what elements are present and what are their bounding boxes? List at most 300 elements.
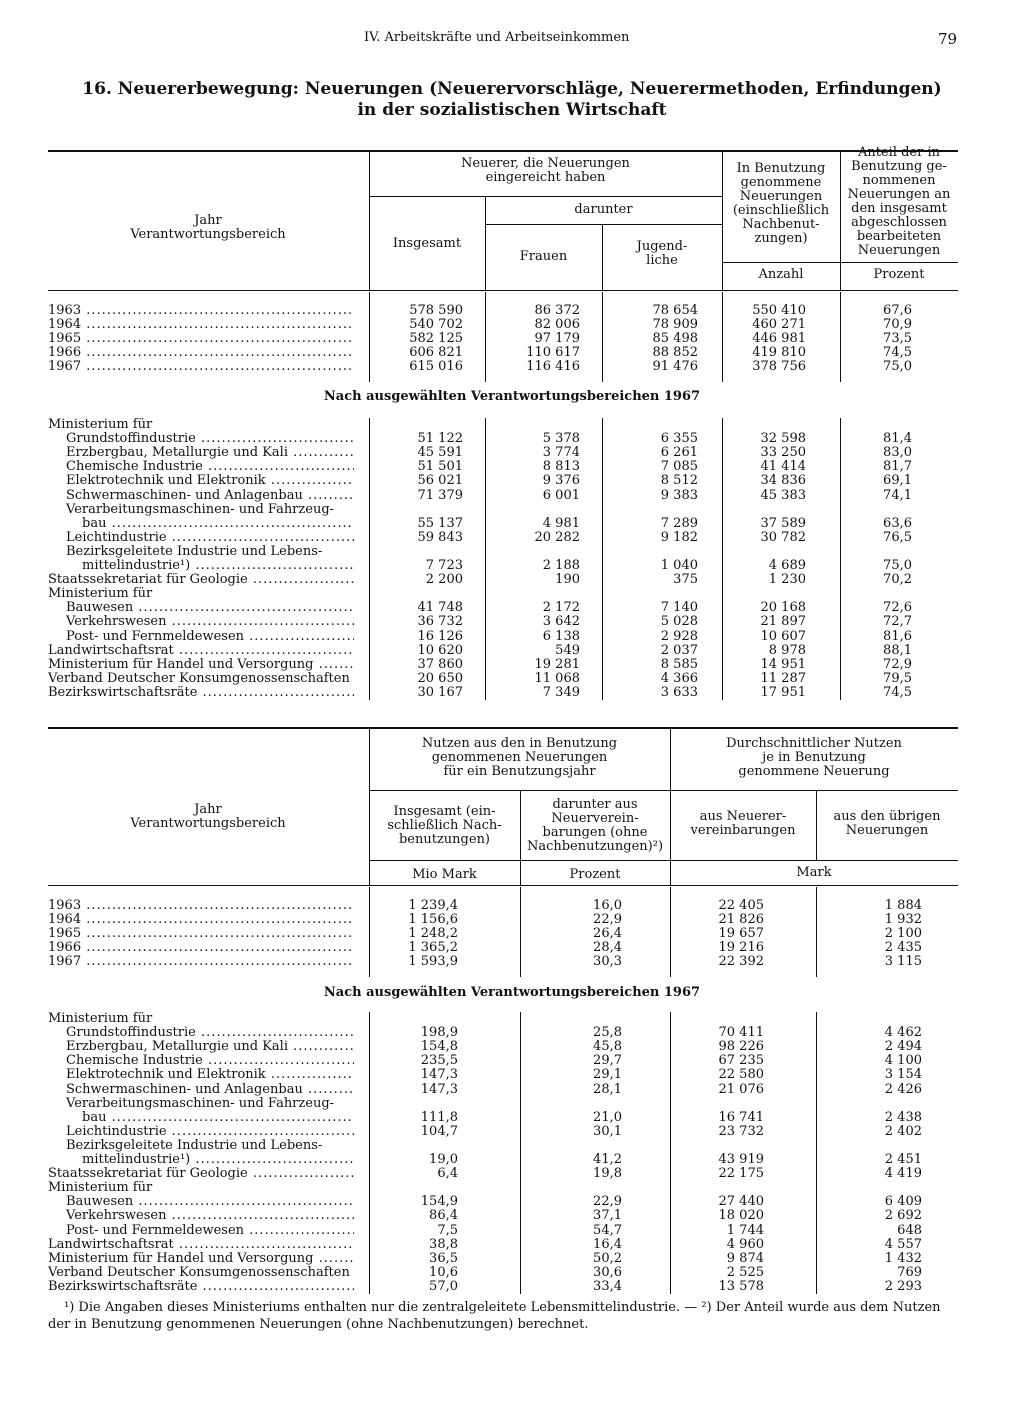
year-label: 1964 ..... <box>48 318 354 332</box>
data-cell: 82 006 <box>534 317 580 333</box>
t2-durchschnitt-header: genommene Neuerung <box>738 764 890 779</box>
data-cell: 10,6 <box>429 1264 458 1280</box>
data-cell: 51 122 <box>417 431 463 447</box>
area-label: Post- und Fernmeldewesen ..... <box>66 630 354 644</box>
t1-anteil-header: den insgesamt <box>851 201 947 216</box>
t2-insgesamt-header: Insgesamt (ein- <box>393 804 496 819</box>
area-label: Erzbergbau, Metallurgie und Kali ..... <box>66 446 354 460</box>
t1-anteil-header: Neuerungen an <box>847 187 951 202</box>
area-label: Bauwesen ..... <box>66 1195 354 1209</box>
data-cell: 74,1 <box>883 487 912 503</box>
t1-unit-prozent: Prozent <box>873 267 925 282</box>
data-cell: 1 593,9 <box>408 954 458 970</box>
data-cell: 7 085 <box>660 459 698 475</box>
area-label: Verkehrswesen ..... <box>66 615 354 629</box>
data-cell: 4 557 <box>884 1236 922 1252</box>
t1-anteil-header: Benutzung ge- <box>851 159 947 174</box>
data-cell: 55 137 <box>417 515 463 531</box>
area-label: bau ..... <box>82 517 354 531</box>
data-cell: 11 287 <box>760 670 806 686</box>
t2-darunter-header: Nachbenutzungen)²) <box>526 839 664 854</box>
data-cell: 615 016 <box>409 359 463 375</box>
data-cell: 419 810 <box>752 345 806 361</box>
data-cell: 67,6 <box>883 303 912 318</box>
year-label: 1967 ..... <box>48 955 354 969</box>
data-cell: 16 126 <box>417 628 463 644</box>
data-cell: 6 409 <box>884 1194 922 1210</box>
area-label: Schwermaschinen- und Anlagenbau ..... <box>66 489 354 503</box>
data-cell: 2 494 <box>884 1039 922 1055</box>
data-cell: 147,3 <box>420 1081 458 1097</box>
data-cell: 1 432 <box>884 1250 922 1266</box>
year-label: 1967 ..... <box>48 360 354 374</box>
data-cell: 2 426 <box>884 1081 922 1097</box>
data-cell: 29,7 <box>593 1053 622 1069</box>
area-label: Staatssekretariat für Geologie ..... <box>48 573 354 587</box>
data-cell: 2 100 <box>884 926 922 942</box>
data-cell: 8 813 <box>542 459 580 475</box>
data-cell: 10 607 <box>760 628 806 644</box>
data-cell: 41,2 <box>593 1152 622 1167</box>
t1-benutzung-header: zungen) <box>754 231 808 246</box>
data-cell: 6 355 <box>660 431 698 447</box>
area-label: Elektrotechnik und Elektronik ..... <box>66 1068 354 1082</box>
t1-top-rule <box>48 150 958 152</box>
t1-anteil-header: Neuerungen <box>857 243 941 258</box>
data-cell: 7 289 <box>660 515 698 531</box>
data-cell: 3 642 <box>542 614 580 630</box>
data-cell: 8 585 <box>660 656 698 672</box>
t1-anteil-header: bearbeiteten <box>856 229 942 244</box>
data-cell: 9 376 <box>542 473 580 489</box>
data-cell: 30,6 <box>593 1264 622 1280</box>
data-cell: 86 372 <box>534 303 580 318</box>
data-cell: 81,7 <box>883 459 912 475</box>
data-cell: 22 392 <box>718 954 764 970</box>
data-cell: 19 216 <box>718 940 764 956</box>
t1-stub-jahr: Jahr <box>194 213 222 228</box>
data-cell: 43 919 <box>718 1152 764 1167</box>
data-cell: 25,8 <box>593 1025 622 1041</box>
data-cell: 38,8 <box>429 1236 458 1252</box>
data-cell: 33 250 <box>760 445 806 461</box>
data-cell: 81,4 <box>883 431 912 447</box>
data-cell: 375 <box>673 572 698 588</box>
data-cell: 2 200 <box>425 572 463 588</box>
area-label: Ministerium für <box>48 1012 153 1026</box>
area-label: Post- und Fernmeldewesen ..... <box>66 1224 354 1238</box>
data-cell: 45 591 <box>417 445 463 461</box>
t2-unit-mark: Mark <box>796 865 832 880</box>
t2-darunter-header: barungen (ohne <box>542 825 648 840</box>
data-cell: 4 960 <box>726 1236 764 1252</box>
data-cell: 83,0 <box>883 445 912 461</box>
data-cell: 76,5 <box>883 529 912 545</box>
t2-unit-miomark: Mio Mark <box>412 867 477 882</box>
t2-neuerervereinb-header: vereinbarungen <box>690 823 796 838</box>
area-label: Erzbergbau, Metallurgie und Kali ..... <box>66 1040 354 1054</box>
data-cell: 460 271 <box>752 317 806 333</box>
data-cell: 2 928 <box>660 628 698 644</box>
t1-hrule <box>485 224 722 225</box>
data-cell: 769 <box>897 1264 922 1280</box>
t1-frauen-header: Frauen <box>519 249 568 264</box>
data-cell: 85 498 <box>652 331 698 347</box>
data-cell: 57,0 <box>429 1278 458 1294</box>
data-cell: 6 261 <box>660 445 698 461</box>
area-label: Chemische Industrie ..... <box>66 460 354 474</box>
t2-nutzen-header: genommenen Neuerungen <box>431 750 608 765</box>
area-label: Elektrotechnik und Elektronik ..... <box>66 474 354 488</box>
data-cell: 72,9 <box>883 656 912 672</box>
data-cell: 3 154 <box>884 1067 922 1083</box>
t2-nutzen-header: Nutzen aus den in Benutzung <box>421 736 618 751</box>
data-cell: 88 852 <box>652 345 698 361</box>
data-cell: 98 226 <box>718 1039 764 1055</box>
year-label: 1963 ..... <box>48 304 354 318</box>
t2-stub-bereich: Verantwortungsbereich <box>130 816 286 831</box>
data-cell: 147,3 <box>420 1067 458 1083</box>
area-label: Schwermaschinen- und Anlagenbau ..... <box>66 1083 354 1097</box>
data-cell: 19,8 <box>593 1166 622 1182</box>
t2-insgesamt-header: schließlich Nach- <box>387 818 502 833</box>
data-cell: 4 419 <box>884 1166 922 1182</box>
data-cell: 20 168 <box>760 600 806 616</box>
data-cell: 91 476 <box>652 359 698 375</box>
data-cell: 75,0 <box>883 359 912 375</box>
data-cell: 19 281 <box>534 656 580 672</box>
t1-hrule <box>722 262 958 263</box>
data-cell: 21,0 <box>593 1109 622 1125</box>
data-cell: 30,3 <box>593 954 622 970</box>
data-cell: 56 021 <box>417 473 463 489</box>
data-cell: 45 383 <box>760 487 806 503</box>
data-cell: 5 378 <box>542 431 580 447</box>
data-cell: 2 037 <box>660 642 698 658</box>
data-cell: 582 125 <box>409 331 463 347</box>
data-cell: 7 349 <box>542 684 580 700</box>
data-cell: 73,5 <box>883 331 912 347</box>
data-cell: 37 860 <box>417 656 463 672</box>
data-cell: 111,8 <box>420 1109 458 1125</box>
footnote-line2: der in Benutzung genommenen Neuerungen (ohne Nachbenutzungen) berechnet. <box>48 1317 589 1332</box>
data-cell: 75,0 <box>883 558 912 573</box>
data-cell: 11 068 <box>534 670 580 686</box>
t2-neuerervereinb-header: aus Neuerer- <box>699 809 787 824</box>
data-cell: 20 650 <box>417 670 463 686</box>
area-label: Ministerium für Handel und Versorgung ..... <box>48 658 354 672</box>
data-cell: 1 248,2 <box>408 926 458 942</box>
data-cell: 37 589 <box>760 515 806 531</box>
area-label: mittelindustrie¹) ..... <box>82 1153 354 1167</box>
area-label: Grundstoffindustrie ..... <box>66 1026 354 1040</box>
area-label: Verband Deutscher Konsumgenossenschaften <box>48 1265 350 1280</box>
area-label: Chemische Industrie ..... <box>66 1054 354 1068</box>
data-cell: 97 179 <box>534 331 580 347</box>
data-cell: 3 774 <box>542 445 580 461</box>
data-cell: 78 909 <box>652 317 698 333</box>
data-cell: 34 836 <box>760 473 806 489</box>
data-cell: 78 654 <box>652 303 698 318</box>
data-cell: 70 411 <box>718 1025 764 1041</box>
t2-hrule <box>369 790 958 791</box>
table-title-line2: in der sozialistischen Wirtschaft <box>357 100 667 120</box>
footnote-line1: ¹) Die Angaben dieses Ministeriums enthalten nur die zentralgeleitete Lebensmittelindustrie. — ²) Der Anteil wurde aus dem Nutzen <box>64 1300 941 1315</box>
year-label: 1963 ..... <box>48 899 354 913</box>
data-cell: 648 <box>897 1222 922 1238</box>
data-cell: 1 156,6 <box>408 912 458 928</box>
data-cell: 36,5 <box>429 1250 458 1266</box>
data-cell: 32 598 <box>760 431 806 447</box>
data-cell: 67 235 <box>718 1053 764 1069</box>
t1-insgesamt-header: Insgesamt <box>392 236 462 251</box>
t2-insgesamt-header: benutzungen) <box>398 832 491 847</box>
area-label: Bezirksgeleitete Industrie und Lebens- <box>66 544 323 559</box>
data-cell: 17 951 <box>760 684 806 700</box>
data-cell: 70,2 <box>883 572 912 588</box>
t1-benutzung-header: (einschließlich <box>732 203 830 218</box>
data-cell: 549 <box>555 642 580 658</box>
t1-stub-bereich: Verantwortungsbereich <box>130 227 286 242</box>
data-cell: 606 821 <box>409 345 463 361</box>
year-label: 1966 ..... <box>48 346 354 360</box>
area-label: Landwirtschaftsrat ..... <box>48 644 354 658</box>
data-cell: 28,4 <box>593 940 622 956</box>
data-cell: 9 383 <box>660 487 698 503</box>
area-label: Ministerium für <box>48 587 153 602</box>
year-label: 1965 ..... <box>48 332 354 346</box>
data-cell: 3 633 <box>660 684 698 700</box>
data-cell: 79,5 <box>883 670 912 686</box>
t2-uebrige-header: aus den übrigen <box>833 809 941 824</box>
data-cell: 86,4 <box>429 1208 458 1224</box>
data-cell: 41 748 <box>417 600 463 616</box>
data-cell: 4 462 <box>884 1025 922 1041</box>
t1-benutzung-header: Neuerungen <box>739 189 823 204</box>
area-label: Verband Deutscher Konsumgenossenschaften <box>48 671 350 686</box>
data-cell: 1 365,2 <box>408 940 458 956</box>
t1-anteil-header: Anteil der in <box>857 145 941 160</box>
data-cell: 110 617 <box>526 345 580 361</box>
area-label: Bezirkswirtschaftsräte ..... <box>48 1280 354 1294</box>
t1-hrule <box>369 196 722 197</box>
data-cell: 4 689 <box>768 558 806 573</box>
data-cell: 378 756 <box>752 359 806 375</box>
data-cell: 21 897 <box>760 614 806 630</box>
data-cell: 21 826 <box>718 912 764 928</box>
data-cell: 116 416 <box>526 359 580 375</box>
data-cell: 1 239,4 <box>408 898 458 913</box>
data-cell: 19 657 <box>718 926 764 942</box>
data-cell: 2 293 <box>884 1278 922 1294</box>
data-cell: 71 379 <box>417 487 463 503</box>
data-cell: 4 366 <box>660 670 698 686</box>
table-title-line1: 16. Neuererbewegung: Neuerungen (Neuerervorschläge, Neuerermethoden, Erfindungen) <box>82 79 942 99</box>
data-cell: 20 282 <box>534 529 580 545</box>
area-label: Leichtindustrie ..... <box>66 1125 354 1139</box>
t1-neuerer-header: eingereicht haben <box>485 170 606 185</box>
area-label: Leichtindustrie ..... <box>66 531 354 545</box>
t2-header-bottom-rule <box>48 885 958 886</box>
data-cell: 235,5 <box>420 1053 458 1069</box>
area-label: Staatssekretariat für Geologie ..... <box>48 1167 354 1181</box>
data-cell: 37,1 <box>593 1208 622 1224</box>
data-cell: 22 175 <box>718 1166 764 1182</box>
data-cell: 154,9 <box>420 1194 458 1210</box>
t2-darunter-header: darunter aus <box>552 797 638 812</box>
data-cell: 2 188 <box>542 558 580 573</box>
data-cell: 7,5 <box>437 1222 458 1238</box>
area-label: Ministerium für Handel und Versorgung ..... <box>48 1252 354 1266</box>
area-label: bau ..... <box>82 1111 354 1125</box>
data-cell: 1 230 <box>768 572 806 588</box>
data-cell: 14 951 <box>760 656 806 672</box>
data-cell: 16,4 <box>593 1236 622 1252</box>
data-cell: 1 040 <box>660 558 698 573</box>
t1-benutzung-header: genommene <box>740 175 822 190</box>
data-cell: 33,4 <box>593 1278 622 1294</box>
page-number: 79 <box>938 30 958 48</box>
data-cell: 54,7 <box>593 1222 622 1238</box>
data-cell: 2 435 <box>884 940 922 956</box>
data-cell: 41 414 <box>760 459 806 475</box>
t2-hrule <box>369 860 958 861</box>
data-cell: 22 405 <box>718 898 764 913</box>
data-cell: 88,1 <box>883 642 912 658</box>
data-cell: 2 451 <box>884 1152 922 1167</box>
data-cell: 4 981 <box>542 515 580 531</box>
year-label: 1964 ..... <box>48 913 354 927</box>
data-cell: 23 732 <box>718 1123 764 1139</box>
data-cell: 1 744 <box>726 1222 764 1238</box>
data-cell: 550 410 <box>752 303 806 318</box>
data-cell: 81,6 <box>883 628 912 644</box>
t2-darunter-header: Neuerverein- <box>551 811 639 826</box>
data-cell: 8 978 <box>768 642 806 658</box>
data-cell: 18 020 <box>718 1208 764 1224</box>
data-cell: 74,5 <box>883 345 912 361</box>
data-cell: 36 732 <box>417 614 463 630</box>
area-label: mittelindustrie¹) ..... <box>82 559 354 573</box>
chapter-heading: IV. Arbeitskräfte und Arbeitseinkommen <box>364 30 630 45</box>
area-label: Landwirtschaftsrat ..... <box>48 1238 354 1252</box>
year-label: 1966 ..... <box>48 941 354 955</box>
data-cell: 28,1 <box>593 1081 622 1097</box>
data-cell: 30 782 <box>760 529 806 545</box>
t1-anteil-header: abgeschlossen <box>851 215 947 230</box>
data-cell: 2 692 <box>884 1208 922 1224</box>
t2-uebrige-header: Neuerungen <box>845 823 929 838</box>
data-cell: 8 512 <box>660 473 698 489</box>
t1-darunter-header: darunter <box>574 202 633 217</box>
data-cell: 74,5 <box>883 684 912 700</box>
data-cell: 1 884 <box>884 898 922 913</box>
data-cell: 29,1 <box>593 1067 622 1083</box>
data-cell: 154,8 <box>420 1039 458 1055</box>
data-cell: 16,0 <box>593 898 622 913</box>
area-label: Verarbeitungsmaschinen- und Fahrzeug- <box>66 1096 335 1111</box>
t1-benutzung-header: In Benutzung <box>736 161 826 176</box>
data-cell: 2 438 <box>884 1109 922 1125</box>
data-cell: 446 981 <box>752 331 806 347</box>
data-cell: 21 076 <box>718 1081 764 1097</box>
data-cell: 1 932 <box>884 912 922 928</box>
area-label: Ministerium für <box>48 1181 153 1196</box>
data-cell: 26,4 <box>593 926 622 942</box>
area-label: Bezirkswirtschaftsräte ..... <box>48 686 354 700</box>
data-cell: 540 702 <box>409 317 463 333</box>
data-cell: 198,9 <box>420 1025 458 1041</box>
data-cell: 5 028 <box>660 614 698 630</box>
data-cell: 22,9 <box>593 1194 622 1210</box>
area-label: Verarbeitungsmaschinen- und Fahrzeug- <box>66 502 335 517</box>
t1-anteil-header: nommenen <box>862 173 936 188</box>
data-cell: 13 578 <box>718 1278 764 1294</box>
data-cell: 9 874 <box>726 1250 764 1266</box>
data-cell: 72,7 <box>883 614 912 630</box>
t2-top-rule <box>48 727 958 729</box>
area-label: Verkehrswesen ..... <box>66 1209 354 1223</box>
t2-durchschnitt-header: je in Benutzung <box>762 750 866 765</box>
data-cell: 3 115 <box>884 954 922 970</box>
t1-unit-anzahl: Anzahl <box>758 267 804 282</box>
t1-header-bottom-rule <box>48 290 958 291</box>
t1-subheading: Nach ausgewählten Verantwortungsbereichen 1967 <box>323 389 701 404</box>
data-cell: 27 440 <box>718 1194 764 1210</box>
data-cell: 22,9 <box>593 912 622 928</box>
data-cell: 45,8 <box>593 1039 622 1055</box>
data-cell: 22 580 <box>718 1067 764 1083</box>
data-cell: 578 590 <box>409 303 463 318</box>
t2-nutzen-header: für ein Benutzungsjahr <box>443 764 596 779</box>
t2-unit-prozent: Prozent <box>569 867 621 882</box>
data-cell: 51 501 <box>417 459 463 475</box>
data-cell: 69,1 <box>883 473 912 489</box>
area-label: Bezirksgeleitete Industrie und Lebens- <box>66 1138 323 1153</box>
t2-stub-jahr: Jahr <box>194 802 222 817</box>
data-cell: 30 167 <box>417 684 463 700</box>
data-cell: 10 620 <box>417 642 463 658</box>
data-cell: 2 525 <box>726 1264 764 1280</box>
area-label: Ministerium für <box>48 418 153 432</box>
t1-benutzung-header: Nachbenut- <box>742 217 820 232</box>
data-cell: 30,1 <box>593 1123 622 1139</box>
data-cell: 190 <box>555 572 580 588</box>
t1-jugend-header: Jugend- <box>636 239 688 254</box>
data-cell: 6,4 <box>437 1166 458 1182</box>
data-cell: 2 402 <box>884 1123 922 1139</box>
t1-jugend-header: liche <box>646 253 678 268</box>
data-cell: 59 843 <box>417 529 463 545</box>
data-cell: 7 140 <box>660 600 698 616</box>
t2-durchschnitt-header: Durchschnittlicher Nutzen <box>726 736 902 751</box>
data-cell: 72,6 <box>883 600 912 616</box>
data-cell: 9 182 <box>660 529 698 545</box>
data-cell: 6 001 <box>542 487 580 503</box>
data-cell: 19,0 <box>429 1152 458 1167</box>
data-cell: 16 741 <box>718 1109 764 1125</box>
data-cell: 63,6 <box>883 515 912 531</box>
data-cell: 2 172 <box>542 600 580 616</box>
t2-subheading: Nach ausgewählten Verantwortungsbereichen 1967 <box>323 985 701 1000</box>
data-cell: 70,9 <box>883 317 912 333</box>
data-cell: 104,7 <box>420 1123 458 1139</box>
area-label: Bauwesen ..... <box>66 601 354 615</box>
year-label: 1965 ..... <box>48 927 354 941</box>
data-cell: 4 100 <box>884 1053 922 1069</box>
data-cell: 7 723 <box>425 558 463 573</box>
data-cell: 6 138 <box>542 628 580 644</box>
